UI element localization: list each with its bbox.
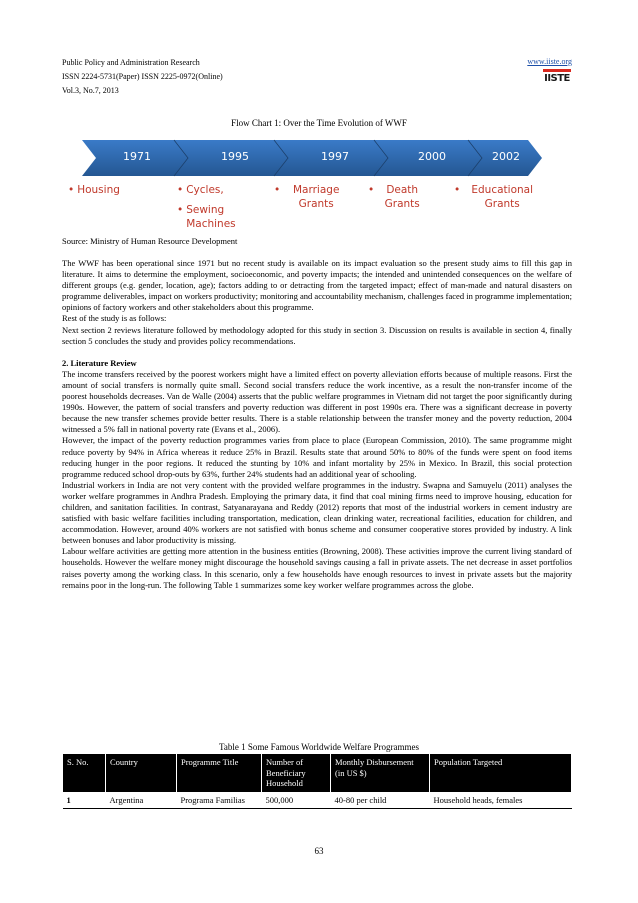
paragraph-rest-label: Rest of the study is as follows: [62, 313, 167, 324]
flow-items-1995: • Cycles, • Sewing Machines [177, 184, 236, 230]
paragraph-lit-3: Industrial workers in India are not very content with the provided welfare programmes in the industry. Swapna and Samuyelu (2011) analyses the worker welfare programmes in Andhra Pradesh. Employing the primary data, it find that coal mining firms need to improve housing, education for children, and sanitation facilities. In contrast, Satyanarayana and Reddy (2012) reports that most of the industrial workers in cement industry are satisfied with basic welfare facilities including transportation, medication, clean drinking water, recreational facilities, education for children, and accommodation. However, around 40% workers are not satisfied with bonus scheme and consumer cooperative stores provided by industry. A link between bonuses and labor productivity is missing. [62, 479, 572, 546]
flow-items-1971: • Housing [68, 184, 120, 196]
paragraph-intro: The WWF has been operational since 1971 but no recent study is available on its impact evaluation so the present study aims to fill this gap in literature. It aims to determine the employment, socioeconomic, and poverty impacts; the intended and unintended consequences on the welfare of different groups (e.g. gender, location, age); factors adding to or detracting from the targeted impact; effect of man-made and natural disasters on programme deliverables, impact on workers productivity; monitoring and accountability mechanism, challenges faced in programme implementation; opinions of factory workers and other stakeholders about this programme. [62, 258, 572, 313]
welfare-programmes-table [62, 753, 572, 809]
col-sno: S. No. [63, 754, 106, 793]
col-programme: Programme Title [177, 754, 262, 793]
flow-items-2002: • Educational Grants [454, 184, 534, 210]
body-text [62, 258, 572, 591]
volume-info: Vol.3, No.7, 2013 [62, 86, 119, 95]
col-beneficiary: Number of Beneficiary Household [262, 754, 331, 793]
logo-text: IISTE [544, 73, 570, 84]
cell-population: Household heads, females [430, 793, 572, 809]
page-number: 63 [314, 846, 324, 856]
table-row [63, 793, 572, 809]
flow-items-1997: • Marriage Grants [274, 184, 340, 210]
source-note: Source: Ministry of Human Resource Development [62, 236, 238, 246]
flow-chart [62, 134, 572, 234]
flow-year-1995: 1995 [221, 150, 249, 163]
cell-beneficiary: 500,000 [262, 793, 331, 809]
flow-items-2000: • Death Grants [368, 184, 420, 210]
paragraph-lit-2: However, the impact of the poverty reduction programmes varies from place to place (European Commission, 2010). The same programme might reduce poverty by 94% in Africa whereas it reduce 25% in Brazil. Results state that around 50% to 80% of the funds were spent on food items reducing hunger in the poor regions. It reduced the stunting by 10% and infant mortality by 25% in Mexico. In Brazil, this social protection programme reduced school drop-outs by 63%, further 24% students had an additional year of schooling. [62, 435, 572, 479]
logo-red-bar [543, 69, 571, 72]
col-country: Country [106, 754, 177, 793]
iiste-logo [543, 69, 571, 89]
flow-year-1971: 1971 [123, 150, 151, 163]
journal-name: Public Policy and Administration Research [62, 58, 200, 67]
table-caption: Table 1 Some Famous Worldwide Welfare Programmes [218, 742, 420, 752]
cell-country: Argentina [106, 793, 177, 809]
paragraph-lit-4: Labour welfare activities are getting more attention in the business entities (Browning, 2008). These activities improve the current living standard of households. However the welfare money might discourage the household savings causing a fall in private assets. The net decrease in asset portfolios raises poverty among the working class. In this scenario, only a few households have enough resources to invest in private assets but the majority remains poor in the long-run. The following Table 1 summarizes some key worker welfare programmes across the globe. [62, 546, 572, 590]
flow-chart-title: Flow Chart 1: Over the Time Evolution of WWF [231, 118, 407, 128]
flow-year-2000: 2000 [418, 150, 446, 163]
flow-year-2002: 2002 [492, 150, 520, 163]
cell-disbursement: 40-80 per child [331, 793, 430, 809]
cell-sno: 1 [63, 793, 106, 809]
col-population: Population Targeted [430, 754, 572, 793]
cell-programme: Programa Familias [177, 793, 262, 809]
journal-url-link[interactable]: www.iiste.org [527, 57, 572, 66]
paragraph-outline: Next section 2 reviews literature followed by methodology adopted for this study in section 3. Discussion on results is available in section 4, finally section 5 concludes the study and provides policy recommendations. [62, 324, 572, 346]
paragraph-lit-1: The income transfers received by the poorest workers might have a limited effect on poverty alleviation efforts because of multiple reasons. First the amount of social transfers is normally quite small. Second social transfers reduce the work incentive, as a result the non-transfer income of the poorest households decreases. Van de Walle (2004) asserts that the public welfare programmes in Vietnam did not target the poor significantly during 1990s. However, the pattern of social transfers and poverty reduction was different in post 1990s era. There was a significant decrease in poverty because the new transfer schemes provide better results. There is a stable relationship between the transfer money and the poverty reduction, 2004 witnessed a 5% fall in national poverty rate (Evans et al., 2006). [62, 368, 572, 435]
section-heading: 2. Literature Review [62, 357, 137, 368]
flow-year-1997: 1997 [321, 150, 349, 163]
issn: ISSN 2224-5731(Paper) ISSN 2225-0972(Online) [62, 72, 223, 81]
col-disbursement: Monthly Disbursement (in US $) [331, 754, 430, 793]
table-header-row [63, 754, 572, 793]
